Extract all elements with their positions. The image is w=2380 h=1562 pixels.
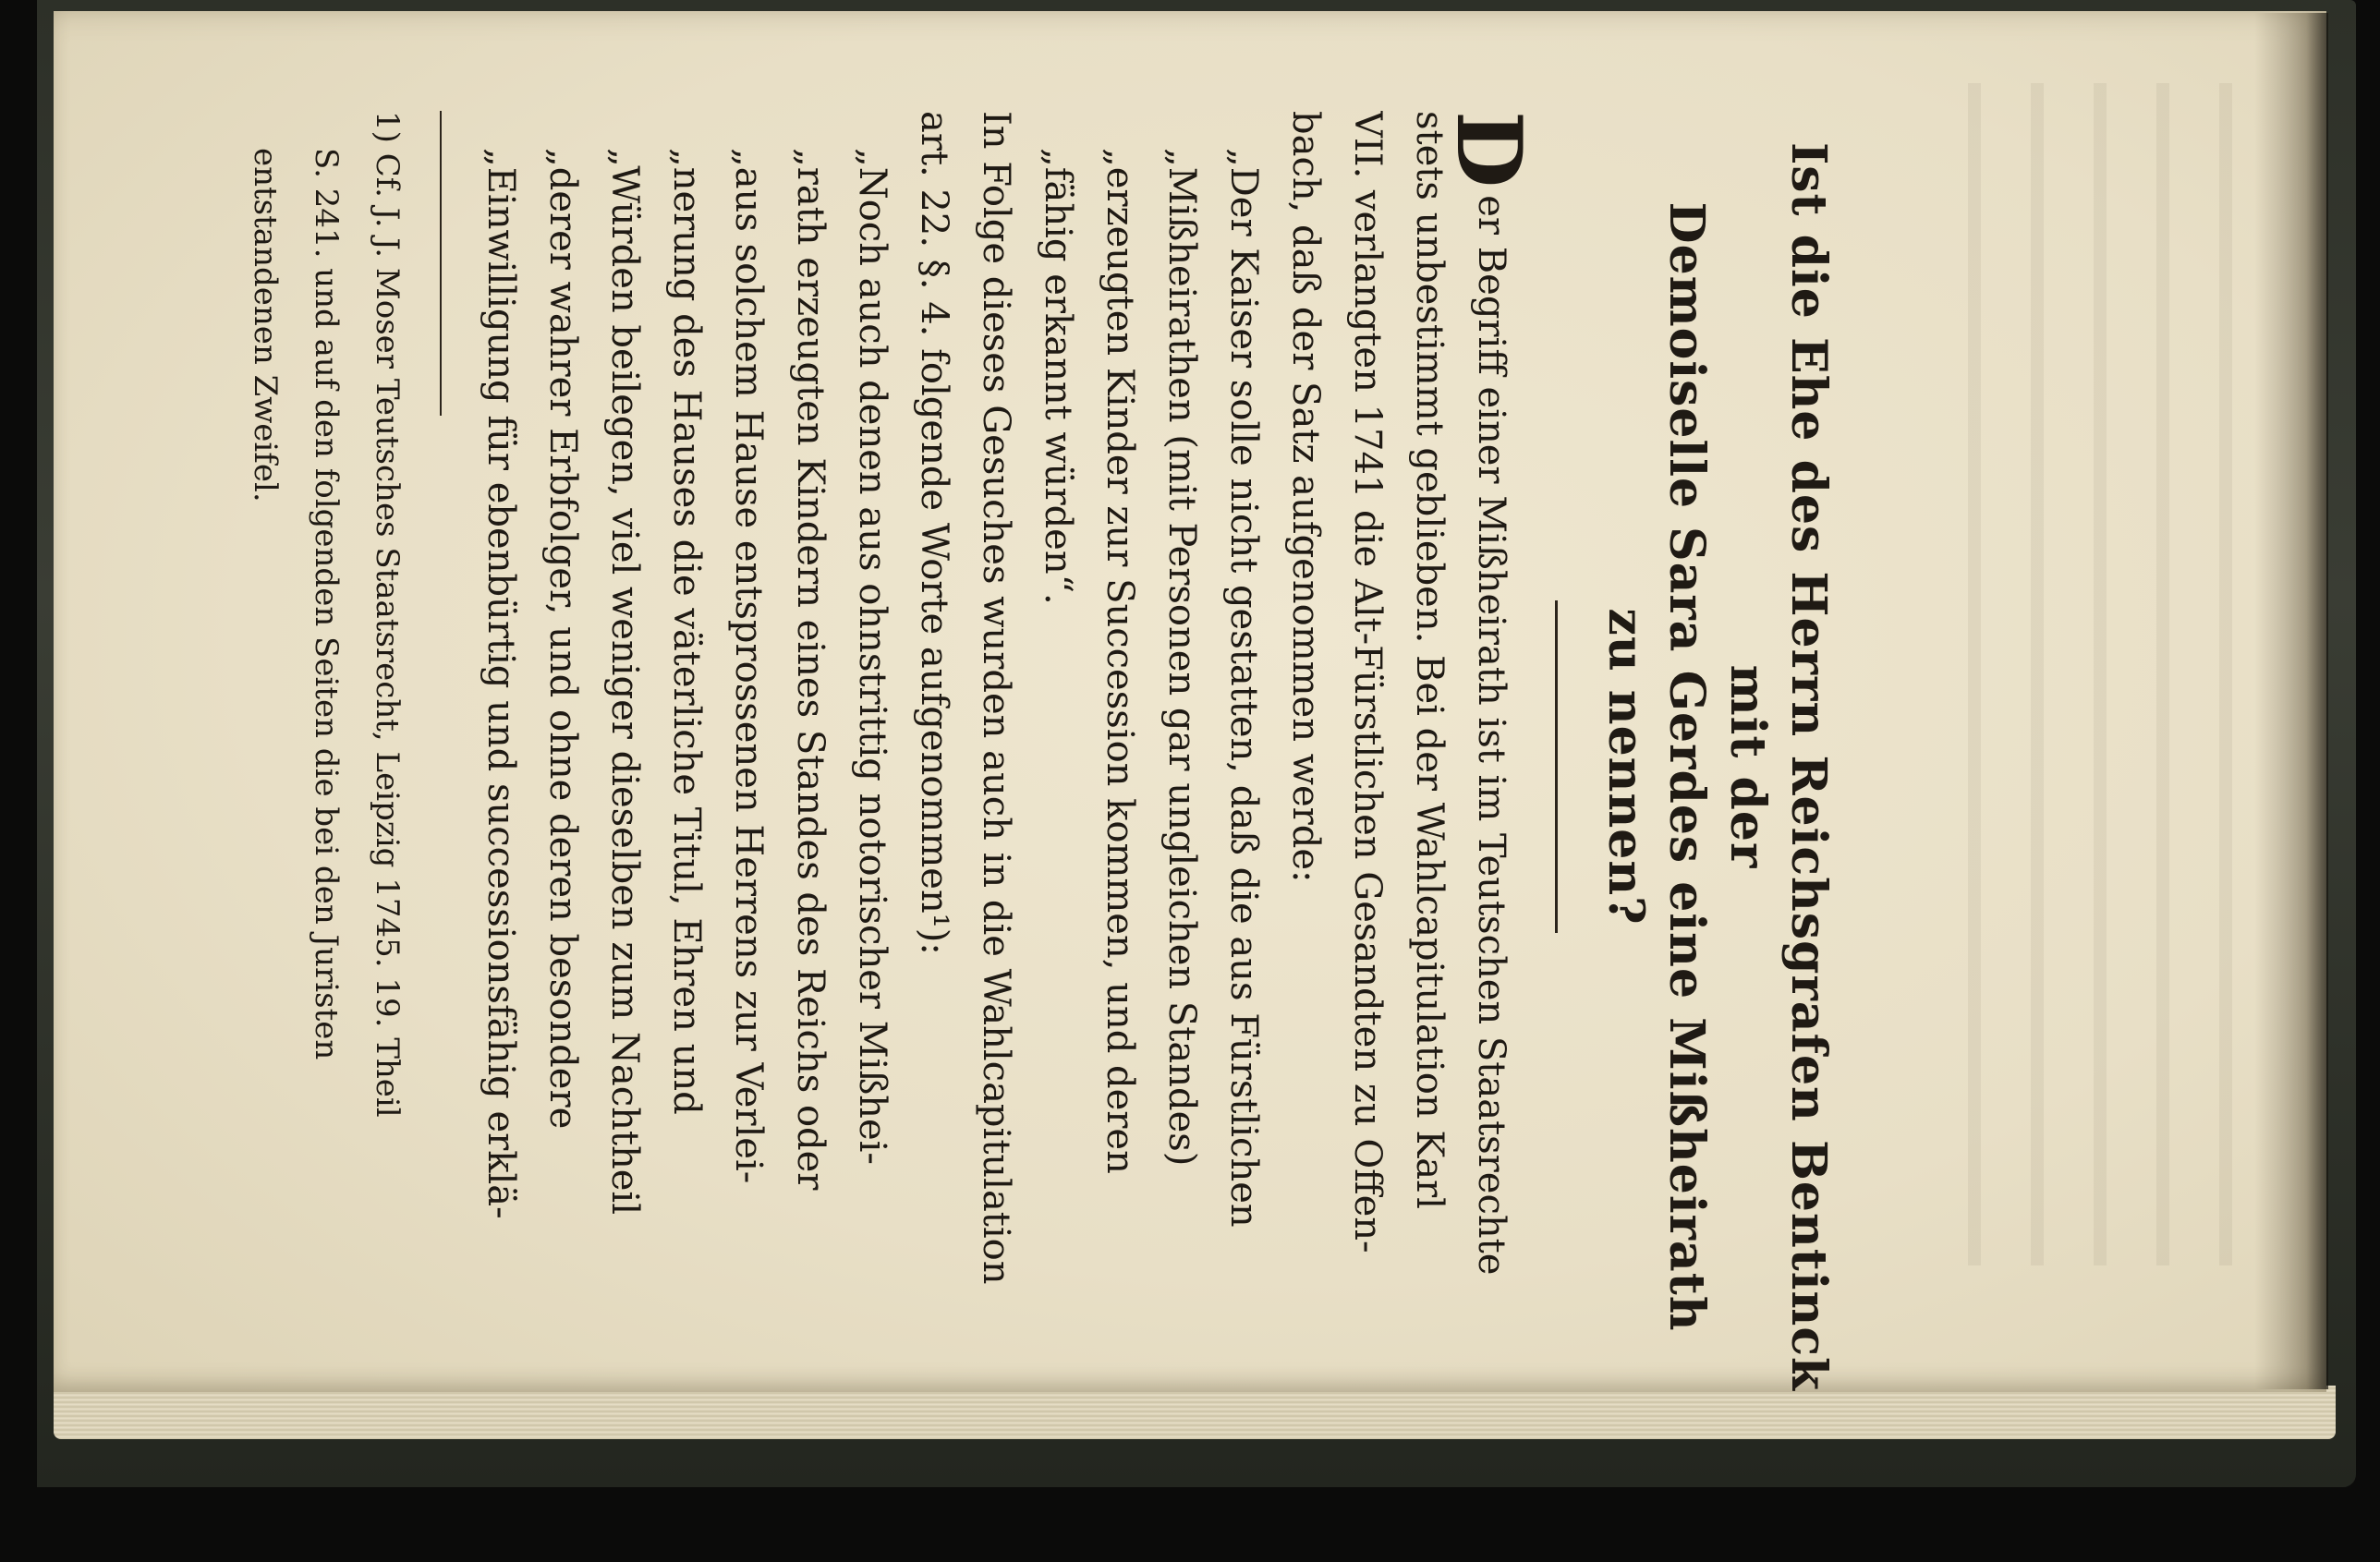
page-text-block — [194, 111, 1839, 1423]
text-line: „fähig erkannt würden“. — [1037, 148, 1079, 605]
paragraph-wahlcapitulation — [903, 111, 1026, 1423]
chapter-title — [1595, 111, 1839, 1423]
text-line: „Noch auch denen aus ohnstrittig notorischer Mißhei- — [851, 148, 893, 1165]
book-gutter — [2254, 13, 2328, 1389]
footnote — [235, 111, 418, 1423]
text-line: er Begriff einer Mißheirath ist im Teutschen Staatsrechte — [1470, 195, 1512, 1276]
text-line: „nerung des Hauses die väterliche Titul, Ehren und — [665, 148, 708, 1115]
text-line: art. 22. §. 4. folgende Worte aufgenommen¹): — [913, 111, 955, 955]
paragraph-definition — [1274, 111, 1541, 1423]
text-line: stets unbestimmt geblieben. Bei der Wahlcapitulation Karl — [1408, 111, 1451, 1209]
text-line: In Folge dieses Gesuches wurden auch in die Wahlcapitulation — [975, 111, 1017, 1285]
title-line: Ist die Ehe des Herrn Reichsgrafen Bentinck mit der — [1719, 141, 1837, 1392]
footnote-rule — [440, 111, 442, 416]
footnote-line: 1) Cf. J. J. Moser Teutsches Staatsrecht, Leipzig 1745. 19. Theil — [369, 111, 406, 1118]
text-line: VII. verlangten 1741 die Alt-Fürstlichen Gesandten zu Offen- — [1346, 111, 1389, 1253]
text-line: „Würden beilegen, viel weniger dieselben zum Nachtheil — [603, 148, 646, 1215]
title-rule — [1555, 600, 1558, 933]
text-line: „Mißheirathen (mit Personen gar ungleichen Standes) — [1160, 148, 1203, 1167]
footnote-line: S. 241. und auf den folgenden Seiten die bei den Juristen — [308, 148, 345, 1060]
quote-kaiser — [1026, 111, 1274, 1423]
text-line: „erzeugten Kinder zur Succession kommen, und deren — [1099, 148, 1141, 1174]
text-line: „aus solchem Hause entsprossenen Herrens zur Verlei- — [727, 148, 770, 1184]
show-through-text — [1968, 83, 2264, 1265]
text-line: bach, daß der Satz aufgenommen werde: — [1284, 111, 1327, 883]
footnote-line: entstandenen Zweifel. — [247, 148, 284, 503]
text-line: „rath erzeugten Kindern eines Standes des Reichs oder — [789, 148, 832, 1191]
drop-cap: D — [1437, 111, 1541, 188]
text-line: „derer wahrer Erbfolger, und ohne deren besondere — [541, 148, 584, 1130]
quote-article — [469, 111, 903, 1423]
text-line: „Der Kaiser solle nicht gestatten, daß die aus Fürstlichen — [1222, 148, 1265, 1228]
title-line: zu nennen? — [1597, 608, 1654, 926]
text-line: „Einwilligung für ebenbürtig und successionsfähig erklä- — [480, 148, 522, 1219]
title-line: Demoiselle Sara Gerdes eine Mißheirath — [1658, 201, 1715, 1332]
